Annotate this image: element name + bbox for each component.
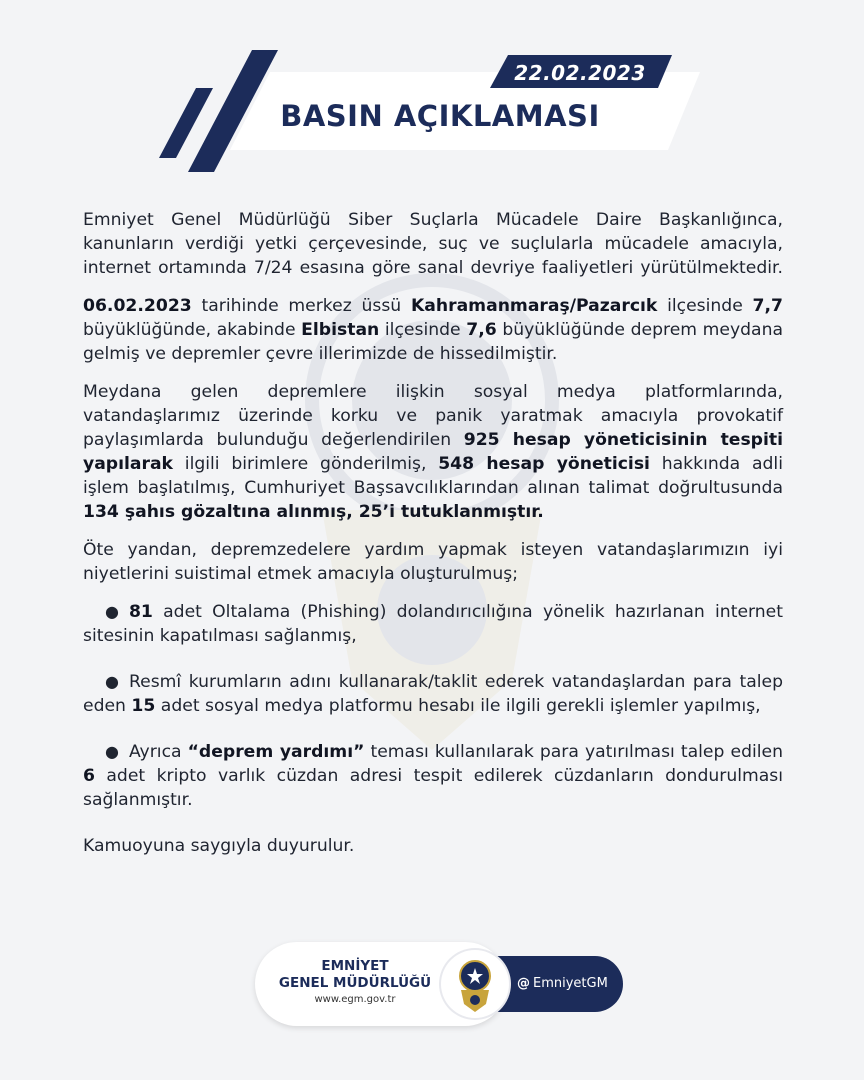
text-span: büyüklüğünde deprem meydana gelmiş ve depremler çevre illerimizde de hissedilmiştir. <box>83 320 784 364</box>
social-handle-text: EmniyetGM <box>533 976 608 991</box>
org-name-line1: EMNİYET <box>321 958 389 974</box>
date-label: 22.02.2023 <box>514 61 646 85</box>
bullet-text: teması kullanılarak para yatırılması talep edilen <box>364 742 783 762</box>
magnitude-2: 7,6 <box>466 320 497 340</box>
text-span: Meydana gelen depremlere ilişkin sosyal medya platformlarında, vatandaşlarımız üzerinde korku ve panik yaratmak amacıyla provokatif paylaşımlarda bulunduğu değerlendirilen <box>83 382 783 450</box>
text-span: tarihinde merkez üssü <box>191 296 411 316</box>
social-handle-box[interactable] <box>491 956 623 1012</box>
bullet-text: adet Oltalama (Phishing) dolandırıcılığına yönelik hazırlanan internet sitesinin kapatılması sağlanmış, <box>83 602 783 646</box>
bullet-icon: ● <box>105 602 119 621</box>
bullet-text: Resmî kurumların adını kullanarak/taklit ederek vatandaşlardan para talep eden <box>83 672 783 716</box>
earthquake-date: 06.02.2023 <box>83 296 192 316</box>
text-span: büyüklüğünde, akabinde <box>83 320 302 340</box>
accounts-prosecuted: 548 hesap yöneticisi <box>438 454 650 474</box>
list-item <box>83 600 783 648</box>
text-span: ilgili birimlere gönderilmiş, <box>173 454 439 474</box>
org-name-line2: GENEL MÜDÜRLÜĞÜ <box>278 975 432 991</box>
bullet-text: adet kripto varlık cüzdan adresi tespit edilerek cüzdanların dondurulması sağlanmıştır. <box>83 766 783 810</box>
bullet-quote: “deprem yardımı” <box>187 742 365 762</box>
paragraph-intro-text: Emniyet Genel Müdürlüğü Siber Suçlarla Mücadele Daire Başkanlığınca, kanunların verdiği yetki çerçevesinde, suç ve suçlularla mücadele amacıyla, internet ortamında 7/24 esasına göre sanal devriye faaliyetleri yürütülmektedir. <box>83 210 783 278</box>
second-place: Elbistan <box>301 320 380 340</box>
social-handle[interactable] <box>517 956 608 1012</box>
footer-signature <box>255 942 625 1026</box>
bullet-number: 15 <box>131 696 156 716</box>
text-span: ilçesinde <box>379 320 467 340</box>
paragraph-fraud-intro-text: Öte yandan, depremzedelere yardım yapmak isteyen vatandaşlarımızın iyi niyetlerini suistimal etmek amacıyla oluşturulmuş; <box>83 540 783 584</box>
police-badge-graphic <box>441 950 509 1018</box>
police-badge-icon <box>441 950 509 1018</box>
epicenter-place: Kahramanmaraş/Pazarcık <box>410 296 658 316</box>
closing-text: Kamuoyuna saygıyla duyurulur. <box>83 836 355 856</box>
paragraph-social-media <box>83 380 783 524</box>
body-text <box>83 208 783 872</box>
bullet-text: adet sosyal medya platformu hesabı ile ilgili gerekli işlemler yapılmış, <box>155 696 761 716</box>
paragraph-earthquake <box>83 294 783 366</box>
text-span: ilçesinde <box>657 296 753 316</box>
header-banner <box>0 0 864 190</box>
bullet-icon: ● <box>105 672 119 691</box>
magnitude-1: 7,7 <box>752 296 783 316</box>
list-item <box>83 740 783 812</box>
org-name <box>275 958 435 992</box>
paragraph-intro <box>83 208 783 280</box>
accounts-detected: 925 hesap yöneticisinin tespiti yapılarak <box>83 430 783 474</box>
paragraph-fraud-intro <box>83 538 783 586</box>
bullet-text: Ayrıca <box>128 742 188 762</box>
page-title: BASIN AÇIKLAMASI <box>280 99 600 133</box>
bullet-number: 81 <box>128 602 153 622</box>
text-span: hakkında adli işlem başlatılmış, Cumhuriyet Başsavcılıklarından alınan talimat doğrultusunda <box>83 454 783 498</box>
detentions-arrests: 134 şahıs gözaltına alınmış, 25’i tutuklanmıştır. <box>83 502 544 522</box>
org-url[interactable]: www.egm.gov.tr <box>314 994 396 1005</box>
closing-line <box>83 834 783 858</box>
bullet-icon: ● <box>105 742 119 761</box>
bullet-number: 6 <box>83 766 95 786</box>
at-sign-icon: @ <box>517 976 530 991</box>
list-item <box>83 670 783 718</box>
